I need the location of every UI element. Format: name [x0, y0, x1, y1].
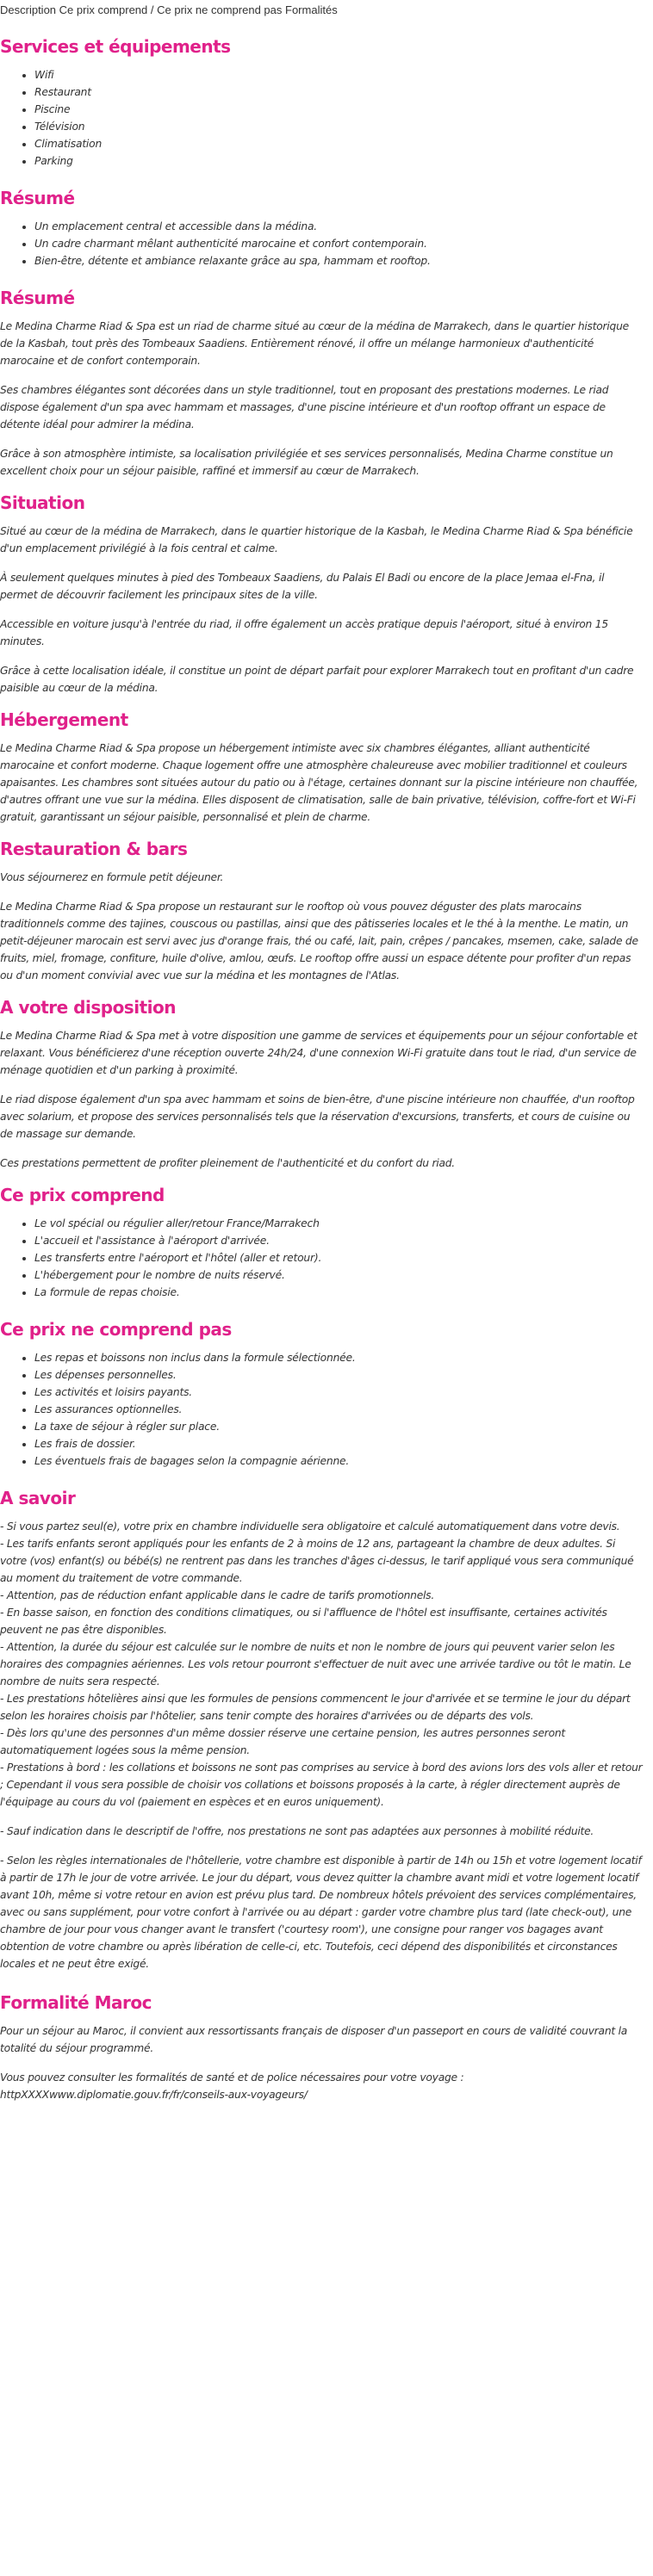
- tab-formalities[interactable]: Formalités: [285, 3, 338, 16]
- price-not-included-title: Ce prix ne comprend pas: [0, 1319, 232, 1340]
- savoir-line: - Prestations à bord : les collations et boissons ne sont pas comprises au service à bord des avions lors des vols aller et retour ; Cependant il vous sera possible de choisir vos collations et boissons proposés à la carte, à régler directement auprès de l'équipage au cours du vol (paiement en espèces et en euros uniquement).: [0, 1762, 643, 1808]
- paragraph: Grâce à son atmosphère intimiste, sa localisation privilégiée et ses services personnalisés, Medina Charme constitue un excellent choix pour un séjour paisible, raffiné et immersif au cœur de Marrakech.: [0, 448, 613, 477]
- disposition-title: A votre disposition: [0, 997, 176, 1018]
- price-not-included-section: [0, 1318, 644, 1470]
- situation-title: Situation: [0, 492, 85, 513]
- savoir-line: - Les prestations hôtelières ainsi que les formules de pensions commencent le jour d'arrivée et se termine le jour du départ selon les horaires choisis par l'hôtelier, sans tenir compte des horaires d'arrivées ou de départs des vols.: [0, 1693, 631, 1722]
- disposition-section: [0, 996, 644, 1172]
- list-item: • Les éventuels frais de bagages selon la compagnie aérienne.: [34, 1452, 644, 1470]
- paragraph: À seulement quelques minutes à pied des Tombeaux Saadiens, du Palais El Badi ou encore de la place Jemaa el-Fna, il permet de découvrir facilement les principaux sites de la ville.: [0, 572, 605, 601]
- paragraph: Ces prestations permettent de profiter pleinement de l'authenticité et du confort du riad.: [0, 1157, 455, 1169]
- list-item: • Un emplacement central et accessible dans la médina.: [34, 218, 644, 235]
- situation-section: [0, 492, 644, 697]
- paragraph: Le Medina Charme Riad & Spa met à votre disposition une gamme de services et équipements pour un séjour confortable et relaxant. Vous bénéficierez d'une réception ouverte 24h/24, d'une connexion Wi-Fi gratuite dans tout le riad, d'un service de ménage quotidien et d'un parking à proximité.: [0, 1030, 637, 1076]
- list-item: • Piscine: [34, 101, 644, 118]
- resume-text-section: [0, 287, 644, 480]
- paragraph: Le Medina Charme Riad & Spa propose un hébergement intimiste avec six chambres élégantes, alliant authenticité marocaine et confort moderne. Chaque logement offre une atmosphère chaleureuse avec mobilier traditionnel et couleurs apaisantes. Les chambres sont situées autour du patio ou à l'étage, certaines donnant sur la piscine intérieure non chauffée, d'autres offrant une vue sur la médina. Elles disposent de climatisation, salle de bain privative, télévision, coffre-fort et Wi-Fi gratuit, garantissant un séjour paisible, personnalisé et plein de charme.: [0, 742, 638, 823]
- consult-link[interactable]: httpXXXXwww.diplomatie.gouv.fr/fr/conseils-aux-voyageurs/: [0, 2089, 308, 2101]
- price-included-section: [0, 1184, 644, 1301]
- list-item: • Les frais de dossier.: [34, 1435, 644, 1452]
- savoir-line: - Attention, la durée du séjour est calculée sur le nombre de nuits et non le nombre de jours qui peuvent varier selon les horaires des compagnies aériennes. Les vols retour pourront s'effectuer de nuit avec une arrivée tardive ou tôt le matin. Le nombre de nuits sera respecté.: [0, 1641, 631, 1687]
- services-section: [0, 35, 644, 170]
- paragraph: Ses chambres élégantes sont décorées dans un style traditionnel, tout en proposant des prestations modernes. Le riad dispose également d'un spa avec hammam et massages, d'une piscine intérieure et d'un rooftop offrant un espace de détente idéal pour admirer la médina.: [0, 384, 609, 430]
- price-included-title: Ce prix comprend: [0, 1185, 165, 1205]
- savoir-line: - En basse saison, en fonction des conditions climatiques, ou si l'affluence de l'hôtel est insuffisante, certaines activités peuvent ne pas être disponibles.: [0, 1607, 607, 1636]
- list-item: • Télévision: [34, 118, 644, 135]
- list-item: • Les assurances optionnelles.: [34, 1401, 644, 1418]
- paragraph: Vous séjournerez en formule petit déjeuner.: [0, 871, 224, 883]
- paragraph: Le Medina Charme Riad & Spa est un riad de charme situé au cœur de la médina de Marrakech, dans le quartier historique de la Kasbah, tout près des Tombeaux Saadiens. Entièrement rénové, il offre un mélange harmonieux d'authenticité marocaine et de confort contemporain.: [0, 320, 629, 367]
- hebergement-title: Hébergement: [0, 709, 128, 730]
- tab-separator: /: [150, 3, 154, 16]
- tab-price-included[interactable]: Ce prix comprend: [59, 3, 148, 16]
- list-item: • Wifi: [34, 66, 644, 84]
- paragraph: Le riad dispose également d'un spa avec hammam et soins de bien-être, d'une piscine intérieure non chauffée, d'un rooftop avec solarium, et propose des services personnalisés tels que la réservation d'excursions, transferts, et cours de cuisine ou de massage sur demande.: [0, 1093, 635, 1140]
- list-item: • Restaurant: [34, 84, 644, 101]
- price-not-included-list: [0, 1349, 644, 1470]
- restauration-section: [0, 838, 644, 984]
- list-item: • Bien-être, détente et ambiance relaxante grâce au spa, hammam et rooftop.: [34, 252, 644, 269]
- list-item: • La taxe de séjour à régler sur place.: [34, 1418, 644, 1435]
- consult-text: Vous pouvez consulter les formalités de santé et de police nécessaires pour votre voyage :: [0, 2071, 464, 2084]
- savoir-line: - Si vous partez seul(e), votre prix en chambre individuelle sera obligatoire et calculé automatiquement dans votre devis.: [0, 1520, 620, 1533]
- paragraph: Situé au cœur de la médina de Marrakech, dans le quartier historique de la Kasbah, le Medina Charme Riad & Spa bénéficie d'un emplacement privilégié à la fois central et calme.: [0, 525, 633, 554]
- formalite-title: Formalité Maroc: [0, 1992, 152, 2013]
- paragraph: Le Medina Charme Riad & Spa propose un restaurant sur le rooftop où vous pouvez déguster des plats marocains traditionnels comme des tajines, couscous ou pastillas, ainsi que des pâtisseries locales et le thé à la menthe. Le matin, un petit-déjeuner marocain est servi avec jus d'orange frais, thé ou café, lait, pain, crêpes / pancakes, msemen, cake, salade de fruits, miel, fromage, confiture, huile d'olive, amlou, œufs. Le rooftop offre aussi un espace détente pour profiter d'un repas ou d'un moment convivial avec vue sur la médina et les montagnes de l'Atlas.: [0, 901, 638, 981]
- list-item: • Climatisation: [34, 135, 644, 152]
- paragraph: Pour un séjour au Maroc, il convient aux ressortissants français de disposer d'un passeport en cours de validité couvrant la totalité du séjour programmé.: [0, 2025, 628, 2054]
- restauration-title: Restauration & bars: [0, 839, 188, 859]
- list-item: • L'hébergement pour le nombre de nuits réservé.: [34, 1266, 644, 1284]
- list-item: • Les repas et boissons non inclus dans la formule sélectionnée.: [34, 1349, 644, 1366]
- paragraph: Accessible en voiture jusqu'à l'entrée du riad, il offre également un accès pratique depuis l'aéroport, situé à environ 15 minutes.: [0, 618, 608, 647]
- resume-list-title: Résumé: [0, 188, 75, 208]
- savoir-line: - Sauf indication dans le descriptif de l'offre, nos prestations ne sont pas adaptées aux personnes à mobilité réduite.: [0, 1825, 594, 1837]
- list-item: • L'accueil et l'assistance à l'aéroport d'arrivée.: [34, 1232, 644, 1249]
- list-item: • Un cadre charmant mêlant authenticité marocaine et confort contemporain.: [34, 235, 644, 252]
- savoir-line: - Attention, pas de réduction enfant applicable dans le cadre de tarifs promotionnels.: [0, 1589, 434, 1601]
- tab-description[interactable]: Description: [0, 3, 57, 16]
- list-item: • Parking: [34, 152, 644, 170]
- tab-bar: [0, 3, 644, 16]
- savoir-line: - Les tarifs enfants seront appliqués pour les enfants de 2 à moins de 12 ans, partageant la chambre de deux adultes. Si votre (vos) enfant(s) ou bébé(s) ne rentrent pas dans les tranches d'âges ci-dessus, le tarif appliqué vous sera communiqué au moment du traitement de votre commande.: [0, 1538, 634, 1584]
- savoir-title: A savoir: [0, 1488, 76, 1508]
- tab-price-not-included[interactable]: Ce prix ne comprend pas: [157, 3, 283, 16]
- savoir-section: [0, 1487, 644, 1972]
- price-included-list: [0, 1215, 644, 1301]
- savoir-line: - Selon les règles internationales de l'hôtellerie, votre chambre est disponible à partir de 14h ou 15h et votre logement locatif à partir de 17h le jour de votre arrivée. Le jour du départ, vous devez quitter la chambre avant midi et votre logement locatif avant 10h, même si votre retour en avion est prévu plus tard. De nombreux hôtels prévoient des services complémentaires, avec ou sans supplément, pour votre confort à l'arrivée ou au départ : garder votre chambre plus tard (late check-out), une chambre de jour pour vous changer avant le transfert ('courtesy room'), une consigne pour ranger vos bagages avant obtention de votre chambre ou après libération de celle-ci, etc. Toutefois, ceci dépend des disponibilités et circonstances locales et ne peut être exigé.: [0, 1855, 642, 1970]
- paragraph: Grâce à cette localisation idéale, il constitue un point de départ parfait pour explorer Marrakech tout en profitant d'un cadre paisible au cœur de la médina.: [0, 665, 634, 694]
- hebergement-section: [0, 709, 644, 826]
- savoir-line: - Dès lors qu'une des personnes d'un même dossier réserve une certaine pension, les autres personnes seront automatiquement logées sous la même pension.: [0, 1727, 565, 1756]
- resume-list-section: [0, 187, 644, 269]
- list-item: • La formule de repas choisie.: [34, 1284, 644, 1301]
- resume-list: [0, 218, 644, 269]
- formalite-section: [0, 1991, 644, 2103]
- list-item: • Les transferts entre l'aéroport et l'hôtel (aller et retour).: [34, 1249, 644, 1266]
- resume-text-title: Résumé: [0, 288, 75, 308]
- list-item: • Le vol spécial ou régulier aller/retour France/Marrakech: [34, 1215, 644, 1232]
- services-title: Services et équipements: [0, 36, 231, 57]
- services-list: [0, 66, 644, 170]
- list-item: • Les dépenses personnelles.: [34, 1366, 644, 1384]
- list-item: • Les activités et loisirs payants.: [34, 1384, 644, 1401]
